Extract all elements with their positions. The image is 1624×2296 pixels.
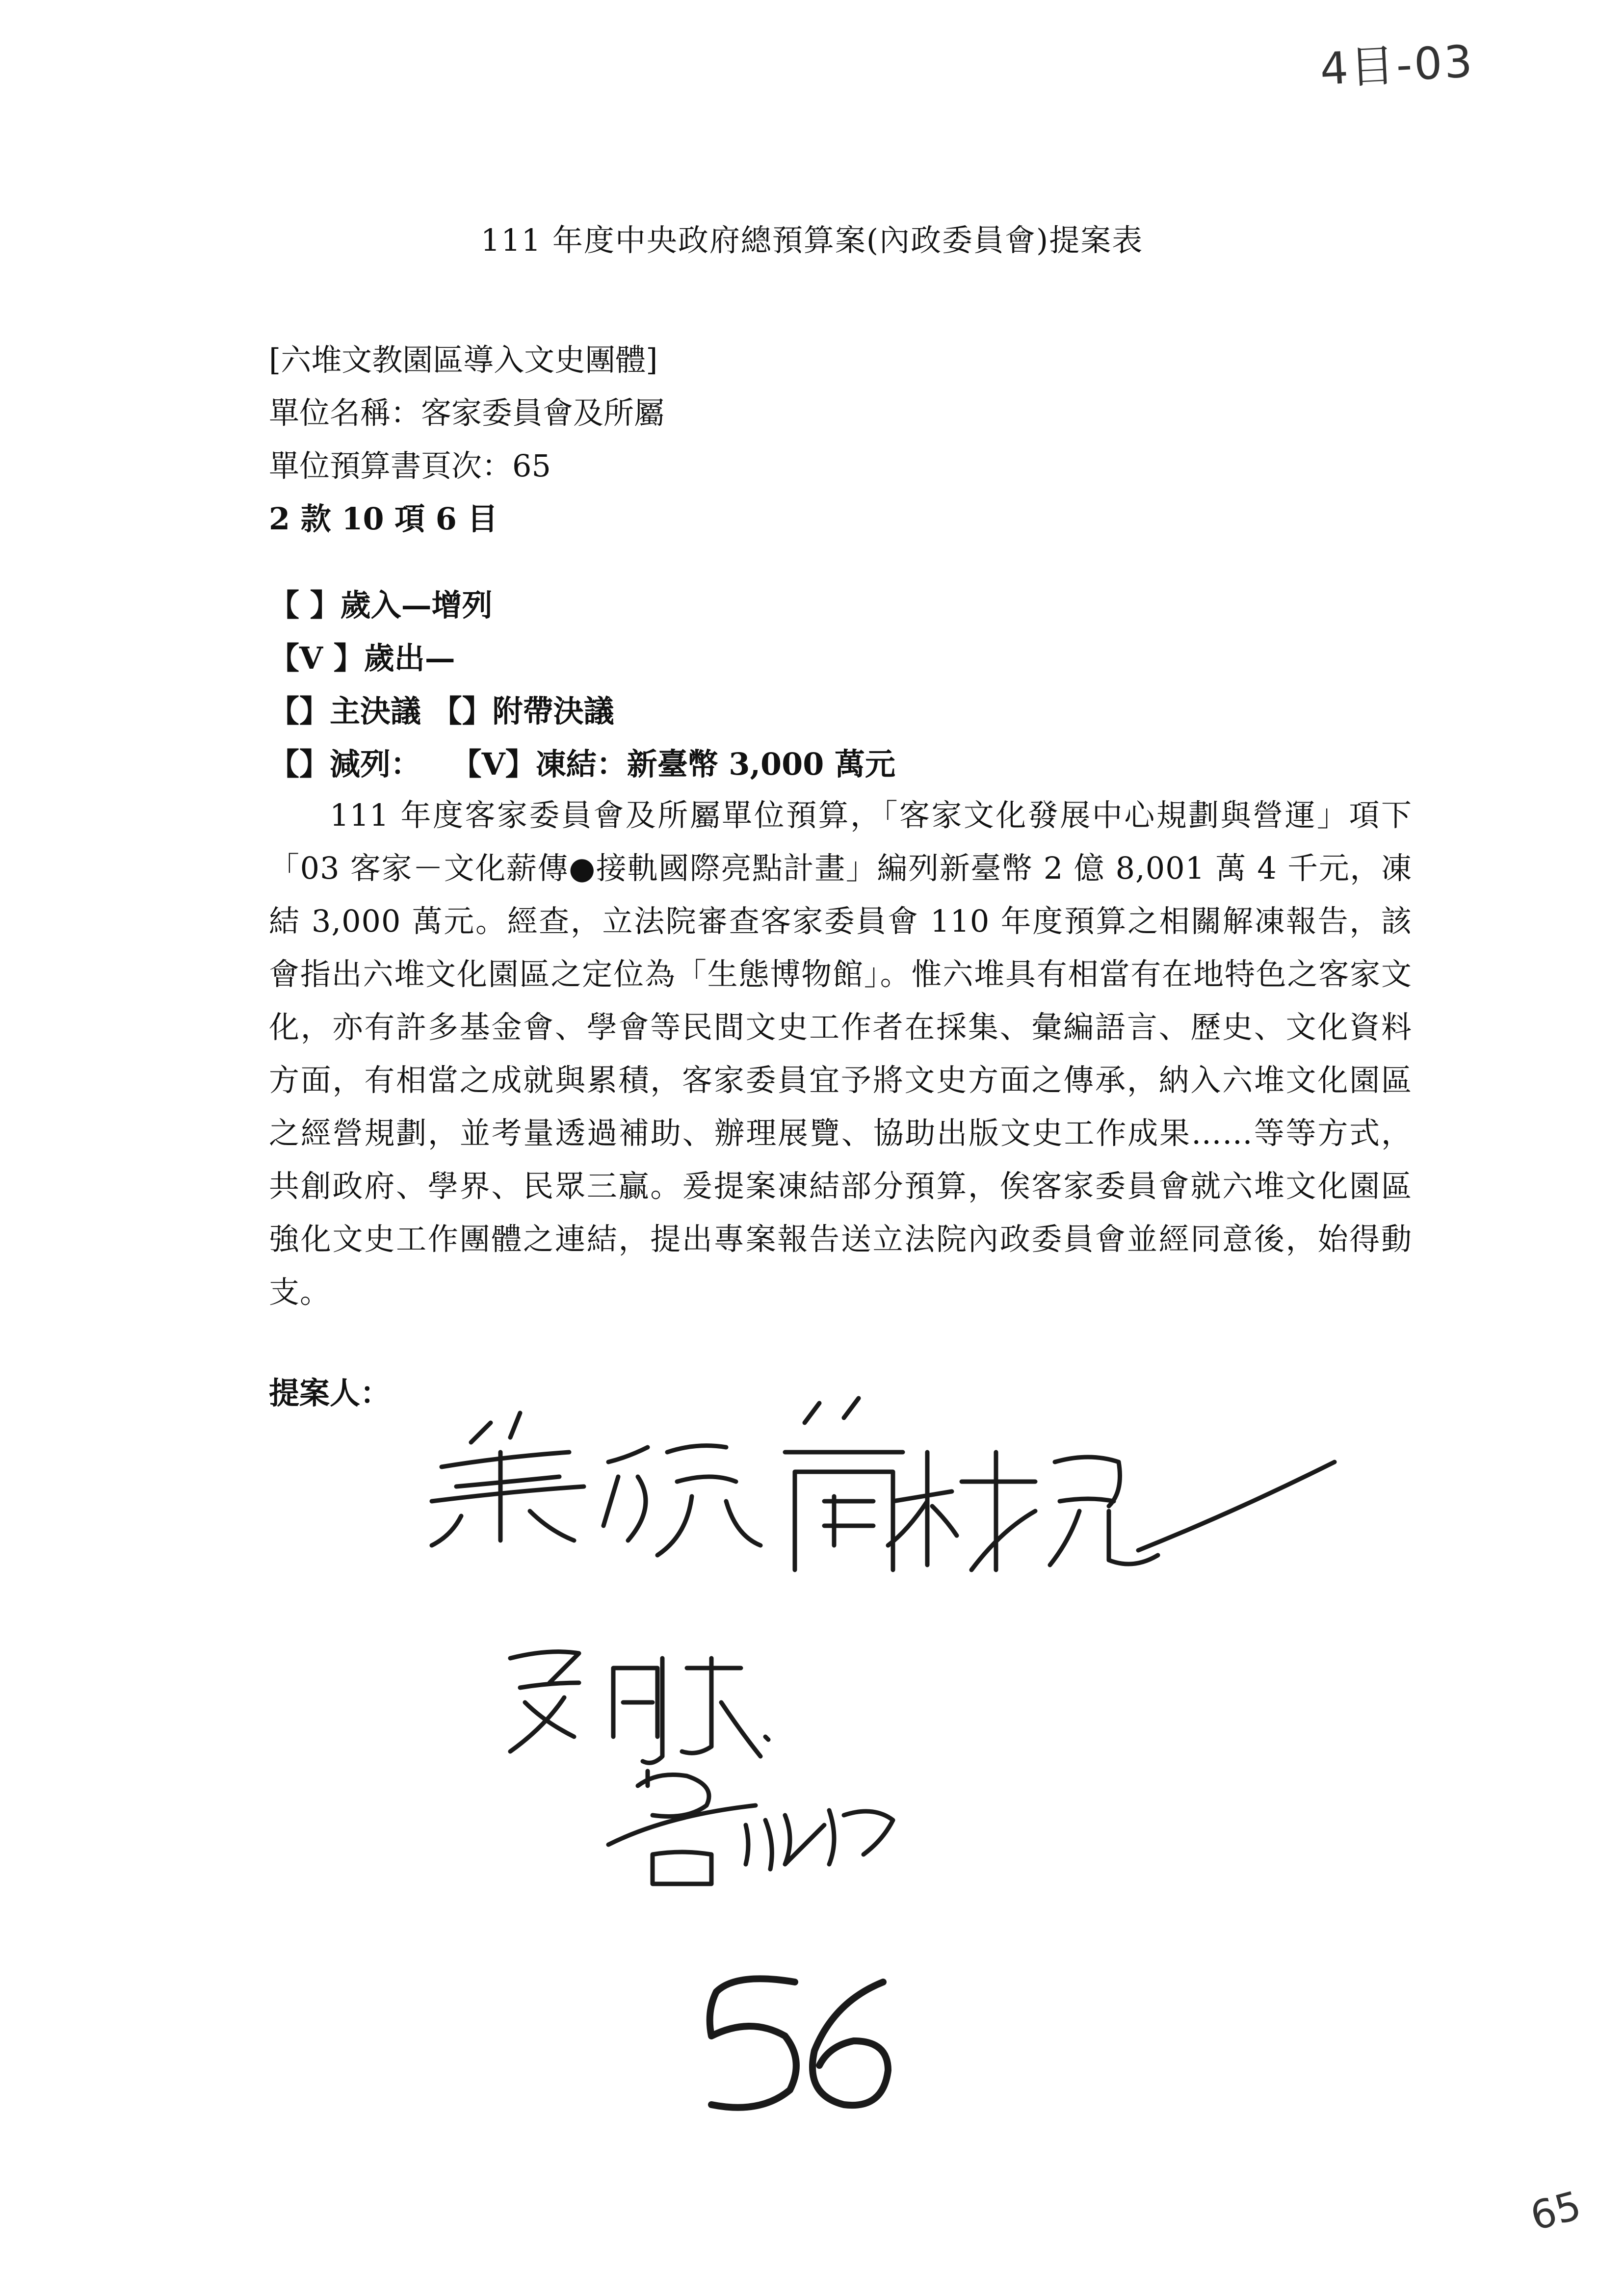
signature-4 [608, 1771, 893, 1884]
item-code: 2 款 10 項 6 目 [269, 501, 498, 537]
subject-line: [六堆文教園區導入文史團體] [269, 342, 658, 378]
check-revenue: 【 】歲入—增列 [269, 587, 493, 623]
page-mark-bottom: 65 [1525, 2182, 1586, 2240]
unit-name: 單位名稱：客家委員會及所屬 [269, 395, 665, 431]
check-freeze: 【V】凍結：新臺幣 3,000 萬元 [451, 746, 896, 782]
handwritten-number-56 [710, 1979, 888, 2107]
proposer-label: 提案人： [269, 1375, 391, 1411]
signature-1 [432, 1398, 903, 1570]
signature-3 [510, 1652, 768, 1763]
check-main-resolution: 【】主決議 [269, 693, 421, 729]
page-mark-top: 4目-03 [1318, 35, 1476, 96]
check-reduce: 【】減列： [269, 746, 421, 782]
page-title: 111 年度中央政府總預算案(內政委員會)提案表 [480, 222, 1144, 258]
budget-page: 單位預算書頁次：65 [269, 448, 551, 484]
signature-2 [888, 1452, 1335, 1570]
check-expenditure: 【V 】歲出— [269, 640, 455, 676]
proposal-body: 111 年度客家委員會及所屬單位預算，「客家文化發展中心規劃與營運」項下「03 客家－文化薪傳●接軌國際亮點計畫」編列新臺幣 2 億 8,001 萬 4 千元，凍結 3,000 萬元。經查，立法院審查客家委員會 110 年度預算之相關解凍報告，該會指出六堆文化園區之定位為「生態博物館」。惟六堆具有相當有在地特色之客家文化，亦有許多基金會、學會等民間文史工作者在採集、彙編語言、歷史、文化資料方面，有相當之成就與累積，客家委員宜予將文史方面之傳承，納入六堆文化園區之經營規劃，並考量透過補助、辦理展覽、協助出版文史工作成果……等等方式，共創政府、學界、民眾三贏。爰提案凍結部分預算，俟客家委員會就六堆文化園區強化文史工作團體之連結，提出專案報告送立法院內政委員會並經同意後，始得動支。 [269, 797, 1412, 1310]
check-supplementary-resolution: 【】附帶決議 [431, 693, 614, 729]
